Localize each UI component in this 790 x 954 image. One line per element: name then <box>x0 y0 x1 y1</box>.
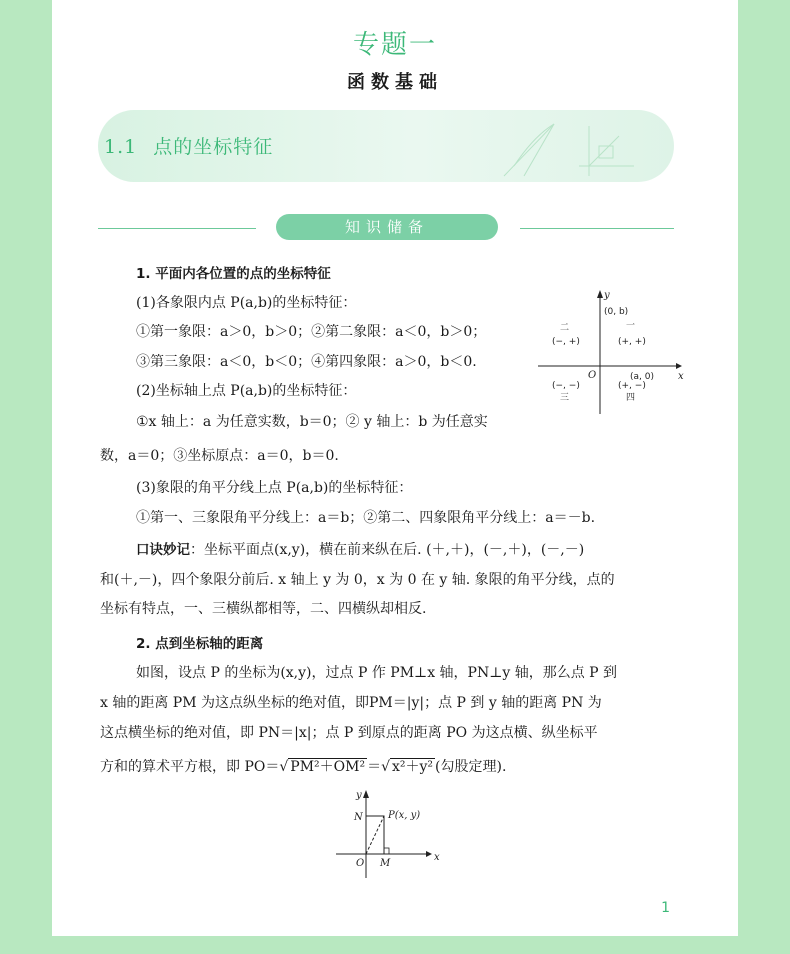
sqrt-x-y: x²＋y² <box>392 759 434 775</box>
text-line: ①x 轴上：a 为任意实数，b＝0；② y 轴上：b 为任意实 <box>136 414 488 430</box>
formula-note: (勾股定理). <box>435 759 507 775</box>
heading-1: 1. 平面内各位置的点的坐标特征 <box>136 266 331 282</box>
text-line: 和(＋,－)，四个象限分前后. x 轴上 y 为 0，x 为 0 在 y 轴. 象限的角平分线，点的 <box>100 572 615 588</box>
formula-text: 方和的算术平方根，即 PO＝ <box>100 759 280 775</box>
text-line: 如图，设点 P 的坐标为(x,y)，过点 P 作 PM⊥x 轴，PN⊥y 轴，那么点 P 到 <box>136 665 618 681</box>
point-p-label: P(x, y) <box>388 810 421 821</box>
quadrant-3-sign: (−, −) <box>552 381 580 391</box>
mnemonic-text: ：坐标平面点(x,y)，横在前来纵在后. (＋,＋)，(－,＋)，(－,－) <box>190 542 585 558</box>
point-m-label: M <box>380 858 391 869</box>
quadrant-4-sign: (+, −) <box>618 381 646 391</box>
axis-x-label: x <box>678 371 684 382</box>
text-line: x 轴的距离 PM 为这点纵坐标的绝对值，即PM＝|y|；点 P 到 y 轴的距离 PN 为 <box>100 695 602 711</box>
quadrant-1-sign: (+, +) <box>618 337 646 347</box>
section-name: 点的坐标特征 <box>153 136 274 158</box>
sqrt-pm-om: PM²＋OM² <box>290 759 366 775</box>
page-title: 专题一 <box>352 30 437 60</box>
section-number: 1.1 <box>104 136 138 158</box>
formula-line: 方和的算术平方根，即 PO＝√ PM²＋OM² ＝√ x²＋y² (勾股定理). <box>100 759 507 775</box>
equals-sign: ＝ <box>367 759 382 775</box>
knowledge-label: 知识储备 <box>276 214 498 240</box>
text-line: 坐标有特点，一、三横纵都相等，二、四横纵却相反. <box>100 601 427 617</box>
quadrant-3-name: 三 <box>560 393 570 403</box>
point-0b: (0, b) <box>604 307 629 317</box>
axis-x-label: x <box>434 852 440 863</box>
page-subtitle: 函数基础 <box>347 72 443 93</box>
text-line: ①第一象限：a＞0，b＞0；②第二象限：a＜0，b＞0； <box>136 324 487 340</box>
origin-label: O <box>356 858 365 869</box>
text-line: ①第一、三象限角平分线上：a＝b；②第二、四象限角平分线上：a＝－b. <box>136 510 596 526</box>
quadrant-2-sign: (−, +) <box>552 337 580 347</box>
distance-diagram <box>334 786 444 882</box>
heading-2: 2. 点到坐标轴的距离 <box>136 636 264 652</box>
axis-y-label: y <box>604 290 610 301</box>
quadrant-diagram <box>536 286 686 418</box>
divider-right <box>520 228 674 229</box>
mnemonic-label: 口诀妙记 <box>136 542 190 558</box>
quadrant-4-name: 四 <box>626 393 636 403</box>
origin-label: O <box>588 370 597 381</box>
quadrant-1-name: 一 <box>626 321 636 331</box>
text-line: (2)坐标轴上点 P(a,b)的坐标特征： <box>136 383 357 399</box>
divider-left <box>98 228 256 229</box>
point-a0: (a, 0) <box>630 372 654 382</box>
text-line: 数，a＝0；③坐标原点：a＝0，b＝0. <box>100 448 339 464</box>
axis-y-label: y <box>356 790 362 801</box>
mnemonic-line <box>136 538 584 559</box>
point-n-label: N <box>354 812 363 823</box>
text-line: 这点横坐标的绝对值，即 PN＝|x|；点 P 到原点的距离 PO 为这点横、纵坐标平 <box>100 725 598 741</box>
text-line: (1)各象限内点 P(a,b)的坐标特征： <box>136 295 357 311</box>
text-line: (3)象限的角平分线上点 P(a,b)的坐标特征： <box>136 480 413 496</box>
page <box>52 0 738 936</box>
text-line: ③第三象限：a＜0，b＜0；④第四象限：a＞0，b＜0. <box>136 354 477 370</box>
page-number: 1 <box>661 900 670 916</box>
section-title <box>104 132 273 159</box>
quadrant-2-name: 二 <box>560 323 570 333</box>
decorative-geometry-icon <box>494 116 644 182</box>
